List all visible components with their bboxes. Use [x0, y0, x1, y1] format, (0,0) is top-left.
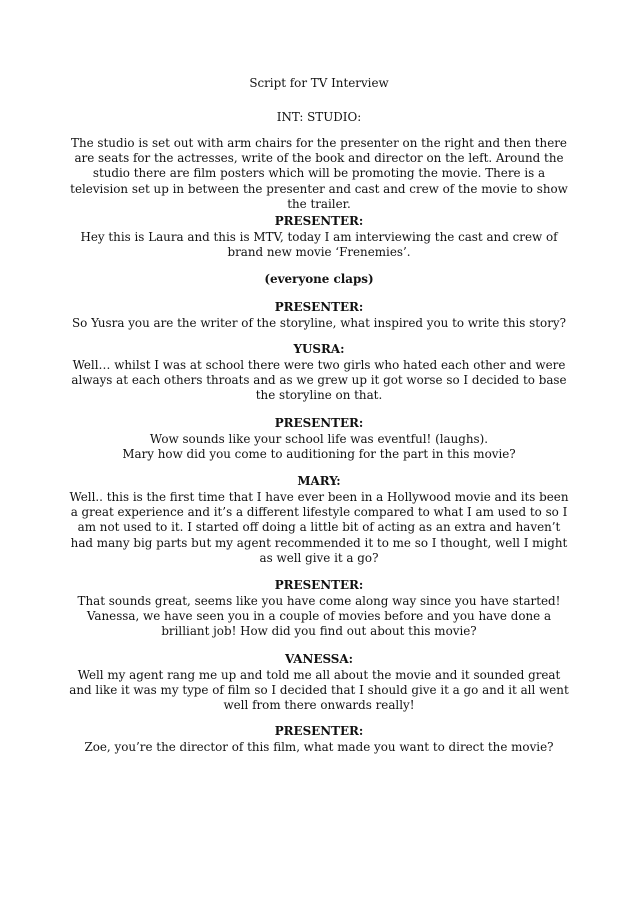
scene-description: The studio is set out with arm chairs for the presenter on the right and then there are seats for the actresses, write of the book and director on the left. Around the studio there are film posters which will be promoting the movie. There is a television set up in between the presenter and cast and crew of the movie to show the trailer. — [70, 136, 568, 211]
scene-heading: INT: STUDIO: — [276, 110, 362, 124]
speaker-label: PRESENTER: — [274, 416, 364, 430]
dialogue-line: Well… whilst I was at school there were two girls who hated each other and were always at each others throats and as we grew up it got worse so I decided to base the storyline on that. — [71, 358, 567, 403]
speaker-label: MARY: — [297, 474, 341, 488]
speaker-label: VANESSA: — [285, 652, 353, 666]
dialogue-line: Zoe, you’re the director of this film, what made you want to direct the movie? — [84, 740, 554, 754]
dialogue-line: Mary how did you come to auditioning for the part in this movie? — [122, 447, 516, 461]
speaker-label: PRESENTER: — [274, 724, 364, 738]
dialogue-line: So Yusra you are the writer of the storyline, what inspired you to write this story? — [71, 316, 566, 330]
speaker-label: PRESENTER: — [274, 214, 364, 228]
document-title: Script for TV Interview — [249, 76, 389, 90]
dialogue-line: Well my agent rang me up and told me all about the movie and it sounded great and like it was my type of film so I decided that I should give it a go and it all went well from there onwards really! — [69, 668, 569, 713]
speaker-label: PRESENTER: — [274, 300, 364, 314]
dialogue-line: Well.. this is the first time that I have ever been in a Hollywood movie and its been a great experience and it’s a different lifestyle compared to what I am used to so I am not used to it. I started off doing a little bit of acting as an extra and haven’t had many big parts but my agent recommended it to me so I thought, well I might as well give it a go? — [69, 490, 569, 565]
dialogue-line: Wow sounds like your school life was eventful! (laughs). — [149, 432, 489, 446]
dialogue-line: Hey this is Laura and this is MTV, today I am interviewing the cast and crew of brand new movie ‘Frenemies’. — [80, 230, 558, 260]
stage-direction: (everyone claps) — [264, 272, 374, 286]
dialogue-line: That sounds great, seems like you have come along way since you have started! Vanessa, we have seen you in a couple of movies before and you have done a brilliant job! How did you find out about this movie? — [77, 594, 561, 639]
speaker-label: PRESENTER: — [274, 578, 364, 592]
speaker-label: YUSRA: — [293, 342, 345, 356]
